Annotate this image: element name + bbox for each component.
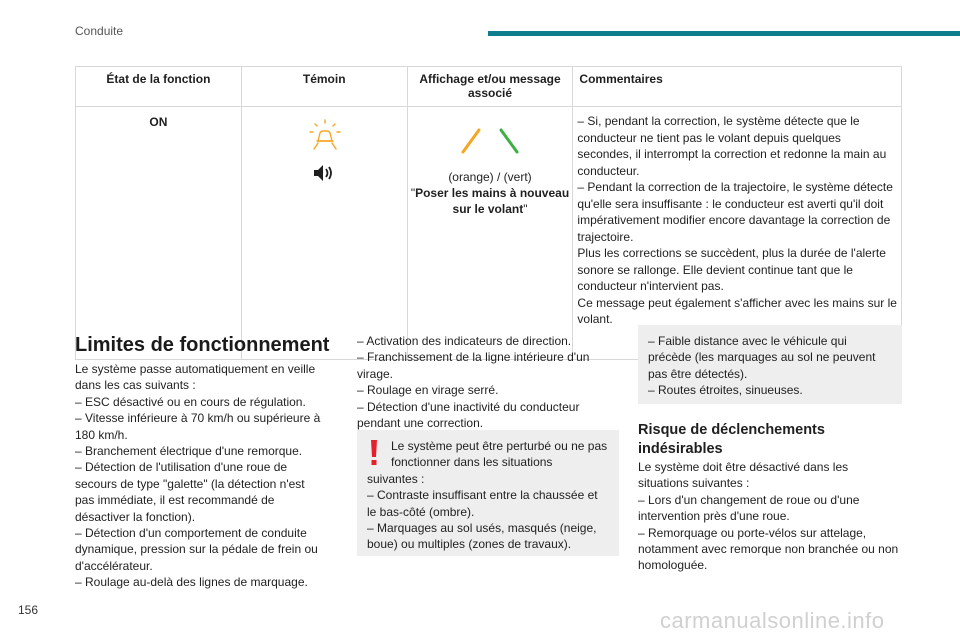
- comment-line: – Si, pendant la correction, le système détecte que le conducteur ne tient pas le volant depuis quelques secondes, il interrompt la correction et redonne la main au conducteur.: [577, 114, 887, 178]
- comment-line: – Pendant la correction de la trajectoire, le système détecte qu'elle sera insuffisante : le conducteur est averti qu'il doit impérativement modifier encore davantage la correction de trajectoire.: [577, 180, 893, 244]
- page-number: 156: [18, 603, 39, 617]
- paragraph: Le système doit être désactivé dans les situations suivantes :: [638, 460, 849, 491]
- list-item: – Lors d'un changement de roue ou d'une intervention près d'une roue.: [638, 492, 860, 524]
- watermark: carmanualsonline.info: [660, 608, 885, 633]
- display-quote-open: ": [410, 186, 416, 200]
- warning-line: – Marquages au sol usés, masqués (neige, boue) ou multiples (zones de travaux).: [367, 521, 597, 552]
- list-item: – Vitesse inférieure à 70 km/h ou supérieure à 180 km/h.: [75, 411, 321, 442]
- table-header-row: [76, 67, 902, 107]
- list-item: – Détection de l'utilisation d'une roue de secours de type "galette" (la détection n'est pas immédiate, il est recommandé de désactiver la fonction).: [75, 460, 305, 524]
- list-item: – Roulage en virage serré.: [357, 383, 499, 398]
- state-value: ON: [149, 115, 168, 129]
- hands-icons: [408, 127, 573, 157]
- display-message-text: Poser les mains à nouveau sur le volant: [415, 186, 570, 216]
- comments-cell: [573, 107, 902, 360]
- list-item: – Détection d'une inactivité du conducteur pendant une correction.: [357, 399, 580, 431]
- list-item: – Routes étroites, sinueuses.: [648, 383, 803, 398]
- risk-text: [638, 459, 902, 574]
- hand-left-orange-icon: [460, 127, 482, 155]
- limits-heading: Limites de fonctionnement: [75, 334, 330, 356]
- comment-line: Plus les corrections se succèdent, plus la durée de l'alerte sonore se rallonge. Elle devient continue tant que le conducteur n'intervient pas.: [577, 246, 886, 293]
- display-quote-close: ": [523, 202, 528, 216]
- exclamation-warning-icon: [367, 438, 381, 466]
- list-item: – Branchement électrique d'une remorque.: [75, 444, 303, 459]
- list-item: – Roulage au-delà des lignes de marquage.: [75, 575, 308, 590]
- header-accent-bar: [488, 31, 960, 36]
- limits-continued-box: [638, 325, 902, 404]
- limits-column-2: [357, 333, 619, 431]
- function-status-table: [75, 66, 902, 360]
- comment-line: Ce message peut également s'afficher avec les mains sur le volant.: [577, 295, 897, 326]
- hand-right-green-icon: [498, 127, 520, 155]
- list-item: – Détection d'un comportement de conduite dynamique, pression sur la pédale de frein ou d'accélérateur.: [75, 526, 318, 573]
- list-item: – Activation des indicateurs de direction.: [357, 334, 572, 348]
- warning-line: suivantes :: [367, 471, 425, 486]
- indicator-cell: [241, 107, 407, 360]
- table-row: [76, 107, 902, 360]
- list-item: – ESC désactivé ou en cours de régulation.: [75, 394, 306, 409]
- list-item: – Remorquage ou porte-vélos sur attelage, notamment avec remorque non branchée ou non homologuée.: [638, 525, 899, 573]
- display-cell: [407, 107, 573, 360]
- warning-box: [357, 430, 619, 556]
- warning-intro: Le système peut être perturbé ou ne pas fonctionner dans les situations: [391, 439, 608, 470]
- risk-heading: Risque de déclenchements indésirables: [638, 422, 825, 457]
- display-message: [408, 185, 573, 217]
- lane-keep-warning-icon: [308, 119, 342, 151]
- limits-column-1: [75, 361, 327, 591]
- table-header-comments: Commentaires: [573, 67, 902, 107]
- speaker-icon: [312, 163, 338, 183]
- table-header-indicator: Témoin: [241, 67, 407, 107]
- display-colors: (orange) / (vert): [448, 170, 532, 184]
- list-item: – Franchissement de la ligne intérieure d'un virage.: [357, 350, 590, 381]
- table-header-display: Affichage et/ou message associé: [407, 67, 573, 107]
- warning-line: – Contraste insuffisant entre la chaussée et le bas-côté (ombre).: [367, 488, 598, 519]
- table-header-state: État de la fonction: [76, 67, 242, 107]
- list-item: – Faible distance avec le véhicule qui précède (les marquages au sol ne peuvent pas être détectés).: [648, 334, 876, 381]
- state-cell: [76, 107, 242, 360]
- paragraph: Le système passe automatiquement en veille dans les cas suivants :: [75, 362, 316, 393]
- header-section-title: Conduite: [75, 24, 124, 38]
